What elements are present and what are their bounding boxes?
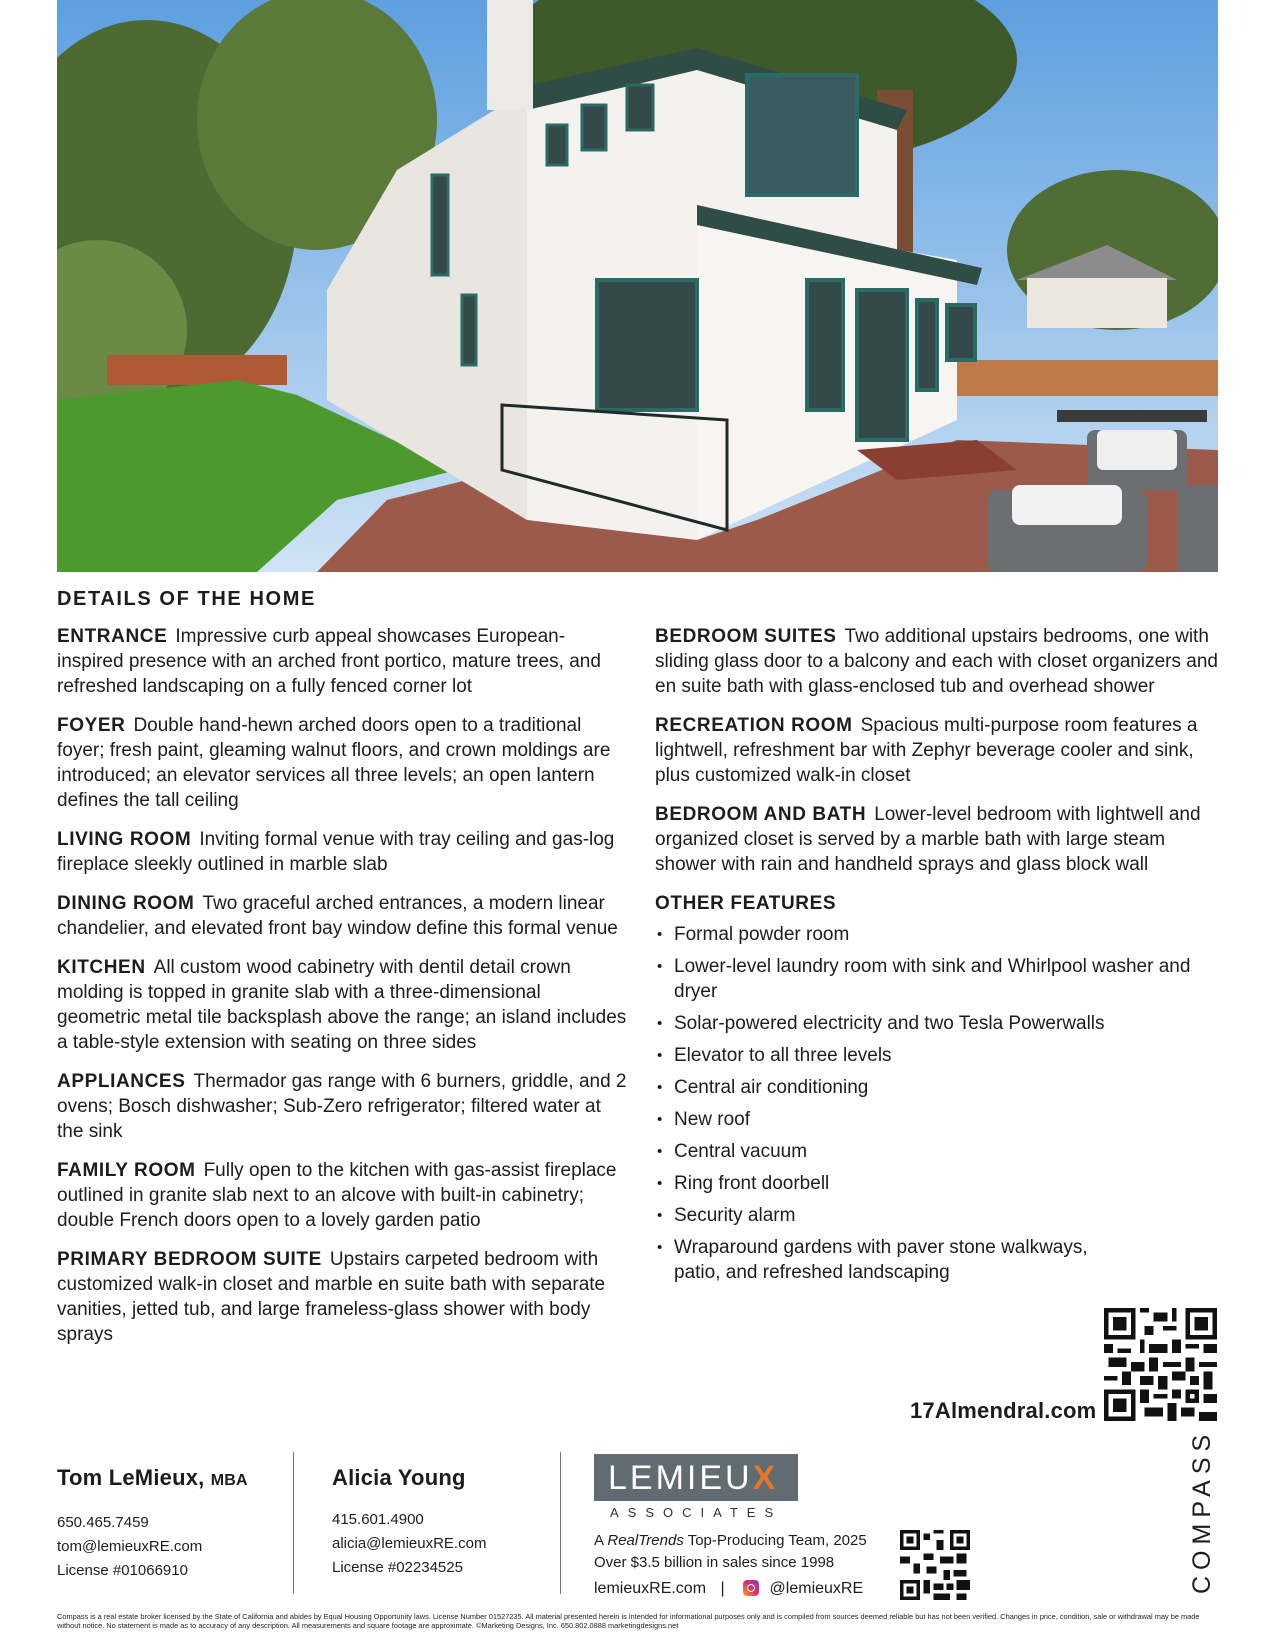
small-qr-code-icon[interactable]	[900, 1530, 970, 1600]
detail-text: Lower-level bedroom with lightwell and organized closet is served by a marble bath with large steam shower with rain and handheld sprays and glass block wall	[655, 804, 1201, 875]
agent-phone[interactable]: 650.465.7459	[57, 1514, 149, 1531]
detail-living-room	[57, 827, 627, 877]
agent-name-text: Tom LeMieux,	[57, 1465, 205, 1490]
other-features-list	[655, 922, 1220, 1285]
detail-text: Two additional upstairs bedrooms, one with sliding glass door to a balcony and each with closet organizers and en suite bath with glass-enclosed tub and overhead shower	[655, 626, 1218, 697]
agent-credential: MBA	[210, 1472, 248, 1489]
detail-foyer	[57, 713, 627, 813]
house-photo	[57, 0, 1218, 572]
detail-heading: APPLIANCES	[57, 1071, 186, 1092]
detail-recreation-room	[655, 713, 1220, 788]
detail-primary-bedroom-suite	[57, 1247, 627, 1347]
agent-license: License #02234525	[332, 1559, 463, 1576]
detail-text: Fully open to the kitchen with gas-assist fireplace outlined in granite slab next to an alcove with built-in cabinetry; double French doors open to a lovely garden patio	[57, 1160, 617, 1231]
property-website-link[interactable]: 17Almendral.com	[910, 1398, 1097, 1423]
detail-bedroom-suites	[655, 624, 1220, 699]
sales-line: Over $3.5 billion in sales since 1998	[594, 1554, 835, 1571]
detail-heading: KITCHEN	[57, 957, 146, 978]
logo-wordmark	[608, 1459, 778, 1498]
team-links	[594, 1580, 863, 1598]
detail-text: Spacious multi-purpose room features a lightwell, refreshment bar with Zephyr beverage cooler and sink, plus customized walk-in closet	[655, 715, 1198, 786]
detail-bedroom-and-bath	[655, 802, 1220, 877]
detail-text: All custom wood cabinetry with dentil detail crown molding is topped in granite slab with a three-dimensional geometric metal tile backsplash above the range; an island includes a table-style extension with seating on three sides	[57, 957, 627, 1053]
award-italic: RealTrends	[607, 1532, 684, 1549]
legal-disclaimer: Compass is a real estate broker licensed by the State of California and abides by Equal Housing Opportunity laws. License Number 01527235. All material presented herein is intended for informational purposes only and is compiled from sources deemed reliable but has not been verified. Changes in price, condition, sale or withdrawal may be made without notice. No statement is made as to accuracy of any description. All measurements and square footage are approximate. ©Marketing Designs, Inc. 650.802.0888 marketingdesigns.net	[57, 1612, 1200, 1630]
divider	[293, 1452, 294, 1594]
link-separator: |	[720, 1580, 725, 1597]
detail-appliances	[57, 1069, 627, 1144]
feature-item: • Central air conditioning	[655, 1075, 1220, 1100]
agent-card-tom	[57, 1466, 248, 1583]
award-suffix: Top-Producing Team, 2025	[687, 1532, 867, 1549]
award-line	[594, 1530, 867, 1552]
detail-heading: FOYER	[57, 715, 126, 736]
right-column	[655, 624, 1220, 1292]
logo-subtitle: ASSOCIATES	[610, 1505, 783, 1520]
agent-license: License #01066910	[57, 1562, 188, 1579]
detail-text: Impressive curb appeal showcases European-inspired presence with an arched front portico, mature trees, and refreshed landscaping on a fully fenced corner lot	[57, 626, 601, 697]
instagram-icon[interactable]	[743, 1580, 759, 1596]
detail-family-room	[57, 1158, 627, 1233]
lemieux-logo	[594, 1454, 798, 1501]
agent-name	[57, 1466, 248, 1493]
detail-heading: FAMILY ROOM	[57, 1160, 196, 1181]
detail-text: Two graceful arched entrances, a modern linear chandelier, and elevated front bay window define this formal venue	[57, 893, 618, 939]
detail-kitchen	[57, 955, 627, 1055]
team-website-link[interactable]: lemieuxRE.com	[594, 1580, 707, 1597]
detail-heading: RECREATION ROOM	[655, 715, 853, 736]
agent-email[interactable]: alicia@lemieuxRE.com	[332, 1535, 487, 1552]
feature-item: • Solar-powered electricity and two Tesla Powerwalls	[655, 1011, 1220, 1036]
agent-name: Alicia Young	[332, 1465, 466, 1490]
feature-item: • Central vacuum	[655, 1139, 1220, 1164]
agent-phone[interactable]: 415.601.4900	[332, 1511, 424, 1528]
detail-text: Upstairs carpeted bedroom with customized walk-in closet and marble en suite bath with separate vanities, jetted tub, and large frameless-glass shower with body sprays	[57, 1249, 606, 1345]
detail-heading: BEDROOM SUITES	[655, 626, 837, 647]
detail-heading: DINING ROOM	[57, 893, 195, 914]
detail-dining-room	[57, 891, 627, 941]
detail-text: Thermador gas range with 6 burners, griddle, and 2 ovens; Bosch dishwasher; Sub-Zero refrigerator; filtered water at the sink	[57, 1071, 627, 1142]
house-photo-illustration	[57, 0, 1218, 572]
feature-item: • Security alarm	[655, 1203, 1220, 1228]
instagram-handle[interactable]: @lemieuxRE	[769, 1580, 864, 1597]
logo-x-letter: X	[752, 1459, 779, 1497]
logo-main-text: LEMIEU	[608, 1459, 753, 1497]
award-prefix: A	[594, 1532, 604, 1549]
feature-item: • Lower-level laundry room with sink and Whirlpool washer and dryer	[655, 954, 1220, 1004]
detail-heading: PRIMARY BEDROOM SUITE	[57, 1249, 322, 1270]
feature-item: • Elevator to all three levels	[655, 1043, 1220, 1068]
detail-text: Inviting formal venue with tray ceiling and gas-log fireplace sleekly outlined in marble slab	[57, 829, 615, 875]
divider	[560, 1452, 561, 1594]
agent-email[interactable]: tom@lemieuxRE.com	[57, 1538, 203, 1555]
detail-heading: LIVING ROOM	[57, 829, 192, 850]
other-features-title: OTHER FEATURES	[655, 893, 837, 914]
section-title: DETAILS OF THE HOME	[57, 588, 316, 610]
feature-item: • New roof	[655, 1107, 1220, 1132]
detail-heading: ENTRANCE	[57, 626, 168, 647]
detail-text: Double hand-hewn arched doors open to a traditional foyer; fresh paint, gleaming walnut floors, and crown moldings are introduced; an elevator services all three levels; an open lantern defines the tall ceiling	[57, 715, 611, 811]
feature-item: • Wraparound gardens with paver stone walkways, patio, and refreshed landscaping	[655, 1235, 1094, 1285]
detail-entrance	[57, 624, 627, 699]
compass-logo: COMPASS	[1188, 1428, 1216, 1594]
detail-heading: BEDROOM AND BATH	[655, 804, 867, 825]
left-column	[57, 624, 627, 1361]
qr-code-icon[interactable]	[1104, 1308, 1217, 1421]
feature-item: • Formal powder room	[655, 922, 1220, 947]
agent-card-alicia	[332, 1466, 486, 1580]
feature-item: • Ring front doorbell	[655, 1171, 1220, 1196]
team-info	[594, 1530, 867, 1574]
